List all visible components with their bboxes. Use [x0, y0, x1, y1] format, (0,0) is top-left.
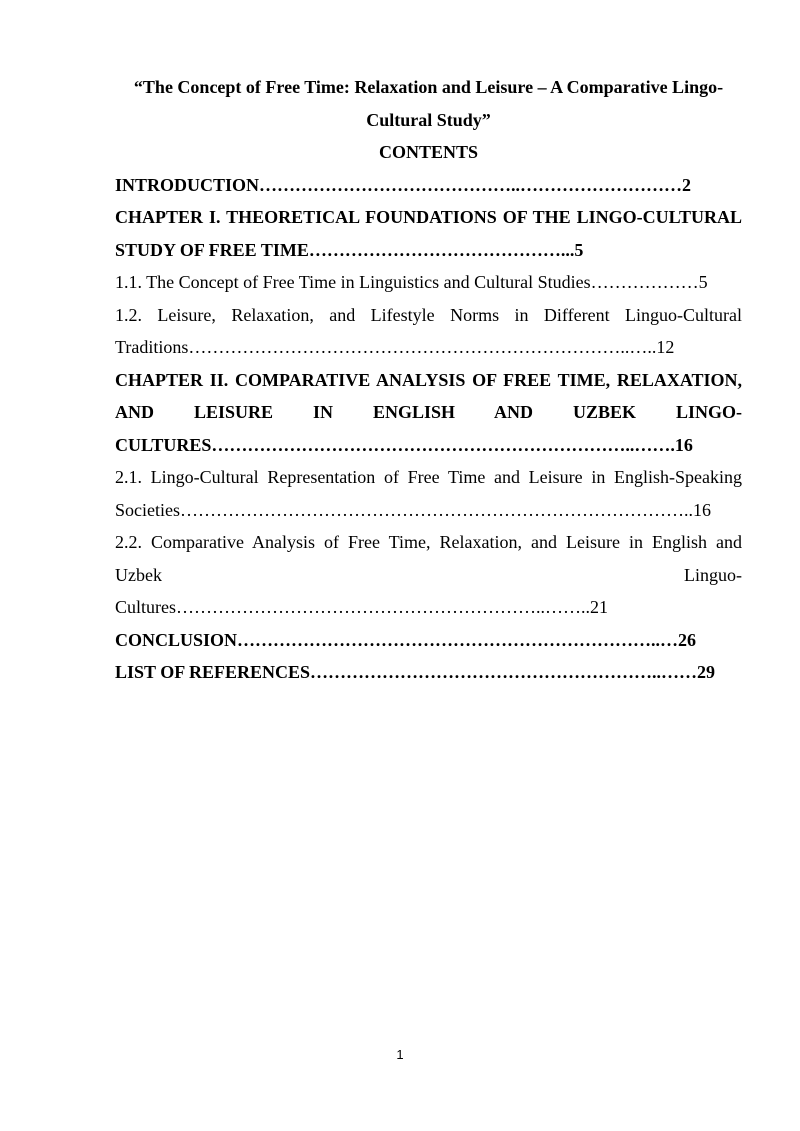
table-of-contents — [115, 71, 742, 689]
toc-entry-conclusion: CONCLUSION……………………………………………………………..…26 — [115, 629, 697, 650]
toc-entry-references: LIST OF REFERENCES…………………………………………………..……29 — [115, 662, 716, 682]
page-number: 1 — [396, 1047, 404, 1062]
toc-entry-introduction: INTRODUCTION……………………………………..………………………2 — [115, 174, 692, 195]
toc-entry-section-1-1: 1.1. The Concept of Free Time in Linguistics and Cultural Studies………………5 — [115, 272, 708, 292]
contents-heading: CONTENTS — [378, 142, 479, 162]
toc-entry-chapter-1: CHAPTER I. THEORETICAL FOUNDATIONS OF THE LINGO-CULTURAL STUDY OF FREE TIME……………………………………...5 — [115, 207, 742, 260]
document-title: “The Concept of Free Time: Relaxation and Leisure – A Comparative Lingo-Cultural Study” — [133, 77, 724, 130]
toc-entry-chapter-2: CHAPTER II. COMPARATIVE ANALYSIS OF FREE TIME, RELAXATION, AND LEISURE IN ENGLISH AND UZBEK LINGO-CULTURES……………………………………………………………..…….16 — [115, 369, 742, 455]
toc-entry-section-2-2-continued: Cultures……………………………………………………..……..21 — [115, 597, 608, 617]
toc-entry-section-1-2: 1.2. Leisure, Relaxation, and Lifestyle Norms in Different Linguo-Cultural Traditions………………………………………………………………..…..12 — [115, 304, 742, 357]
toc-entry-section-2-2: 2.2. Comparative Analysis of Free Time, Relaxation, and Leisure in English and Uzbek Linguo- — [115, 532, 742, 585]
toc-entry-section-2-1: 2.1. Lingo-Cultural Representation of Free Time and Leisure in English-Speaking Societies…………………………………………………………………………..16 — [115, 467, 742, 520]
